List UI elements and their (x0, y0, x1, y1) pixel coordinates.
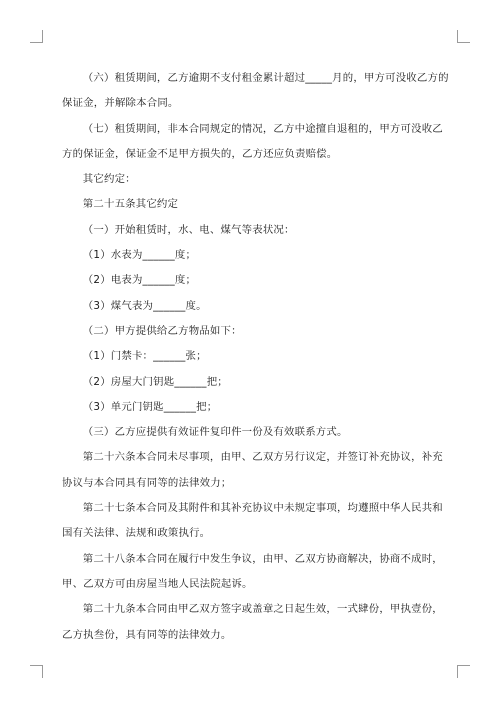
paragraph-unit-keys: （3）单元门钥匙______把； (82, 400, 218, 413)
crop-mark-top-left (30, 30, 43, 43)
paragraph-article-28: 第二十八条本合同在履行中发生争议，由甲、乙双方协商解决，协商不成时，甲、乙双方可由房屋当地人民法院起诉。 (62, 552, 443, 590)
paragraph-door-keys: （2）房屋大门钥匙______把； (82, 375, 228, 388)
crop-mark-bottom-left (30, 665, 43, 678)
paragraph-clause-7: （七）租赁期间，非本合同规定的情况，乙方中途擅自退租的，甲方可没收乙方的保证金，保证金不足甲方损失的，乙方还应负责赔偿。 (62, 122, 443, 160)
paragraph-other-agreements: 其它约定： (82, 173, 136, 186)
paragraph-electric-meter: （2）电表为______度； (82, 274, 197, 287)
paragraph-meters-intro: （一）开始租赁时，水、电、煤气等表状况： (82, 223, 295, 236)
paragraph-access-card: （1）门禁卡：______张； (82, 350, 207, 363)
crop-mark-bottom-right (457, 665, 470, 678)
crop-mark-top-right (457, 30, 470, 43)
paragraph-article-25: 第二十五条其它约定 (82, 198, 179, 211)
paragraph-article-29: 第二十九条本合同由甲乙双方签字或盖章之日起生效，一式肆份，甲执壹份，乙方执叁份，具有同等的法律效力。 (62, 603, 443, 641)
paragraph-id-copy: （三）乙方应提供有效证件复印件一份及有效联系方式。 (82, 426, 348, 439)
paragraph-article-27: 第二十七条本合同及其附件和其补充协议中未规定事项，均遵照中华人民共和国有关法律、法规和政策执行。 (62, 502, 443, 540)
document-body (62, 66, 450, 648)
paragraph-clause-6: （六）租赁期间，乙方逾期不支付租金累计超过_____月的，甲方可没收乙方的保证金，并解除本合同。 (62, 72, 449, 110)
paragraph-gas-meter: （3）煤气表为______度。 (82, 299, 207, 312)
paragraph-water-meter: （1）水表为______度； (82, 249, 197, 262)
paragraph-items-intro: （二）甲方提供给乙方物品如下： (82, 324, 242, 337)
paragraph-article-26: 第二十六条本合同未尽事项，由甲、乙双方另行议定，并签订补充协议，补充协议与本合同具有同等的法律效力； (62, 451, 443, 489)
